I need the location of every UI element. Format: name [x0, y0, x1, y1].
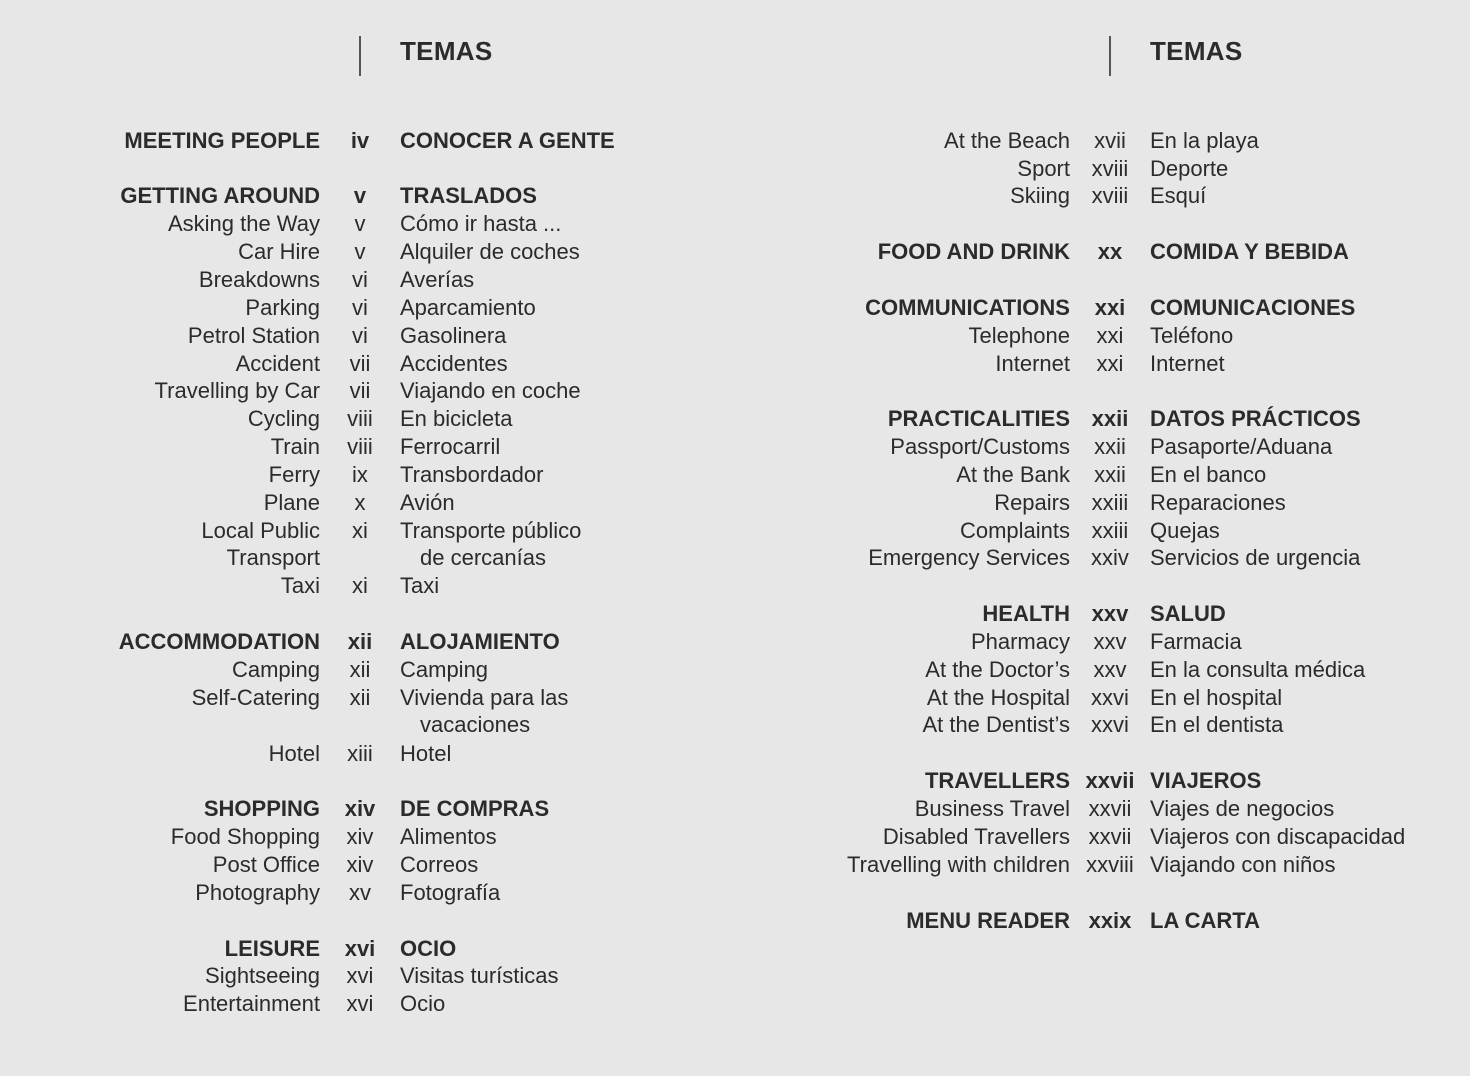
topic-english: Internet: [995, 351, 1070, 376]
page-number: xi: [352, 518, 368, 543]
topic-spanish: Viajeros con discapacidad: [1150, 824, 1406, 849]
index-row: [0, 628, 1470, 656]
topic-english: ACCOMMODATION: [118, 629, 320, 654]
page-number: xxvi: [1091, 685, 1129, 710]
topic-spanish: Visitas turísticas: [400, 963, 559, 988]
topic-english: Plane: [263, 490, 320, 515]
topic-spanish: Internet: [1150, 351, 1225, 376]
topic-english: PRACTICALITIES: [887, 406, 1070, 431]
index-section-row: [0, 294, 1470, 322]
page-number: xii: [349, 685, 371, 710]
topic-spanish: Ferrocarril: [400, 434, 501, 459]
page-number: xvii: [1094, 128, 1126, 153]
topic-spanish: Reparaciones: [1150, 490, 1286, 515]
topic-english: Camping: [231, 657, 320, 682]
index-row: [0, 879, 1470, 907]
topic-spanish: En bicicleta: [400, 406, 513, 431]
topic-english: Complaints: [959, 518, 1070, 543]
topic-english: Pharmacy: [970, 629, 1070, 654]
topic-spanish: DATOS PRÁCTICOS: [1150, 406, 1361, 431]
topic-spanish: CONOCER A GENTE: [400, 128, 615, 153]
index-row: [0, 684, 1470, 712]
temas-header: TEMAS: [1150, 36, 1243, 66]
topic-english: At the Bank: [956, 462, 1070, 487]
page-number: xvi: [346, 991, 374, 1016]
topic-spanish: Quejas: [1150, 518, 1220, 543]
topic-spanish: En la consulta médica: [1150, 657, 1366, 682]
page-number: vi: [352, 295, 368, 320]
topic-english: Ferry: [268, 462, 320, 487]
page-number: xviii: [1091, 156, 1129, 181]
page-number: vi: [352, 323, 368, 348]
topic-spanish: DE COMPRAS: [400, 796, 550, 821]
page-number: vi: [352, 267, 368, 292]
topic-english: Travelling with children: [847, 852, 1070, 877]
index-row: [0, 544, 1470, 572]
index-row: [0, 656, 1470, 684]
topic-spanish: SALUD: [1150, 601, 1226, 626]
topic-spanish: Correos: [400, 852, 479, 877]
temas-header: TEMAS: [400, 36, 493, 66]
page-number: xiv: [346, 852, 374, 877]
page-number: xxv: [1093, 657, 1127, 682]
topic-spanish: Alquiler de coches: [400, 239, 580, 264]
topic-english: Disabled Travellers: [882, 824, 1070, 849]
topic-english: Breakdowns: [198, 267, 320, 292]
topic-english: Local Public: [201, 518, 320, 543]
topic-english: Transport: [226, 545, 320, 570]
topic-english: At the Doctor’s: [925, 657, 1070, 682]
index-row: [0, 823, 1470, 851]
index-row: [0, 711, 1470, 739]
page-number: xxiv: [1091, 545, 1129, 570]
topic-spanish: Aparcamiento: [400, 295, 536, 320]
topic-spanish: Taxi: [400, 573, 440, 598]
page-number: ix: [352, 462, 368, 487]
topic-english: Repairs: [994, 490, 1070, 515]
topic-english: Photography: [195, 880, 320, 905]
page-number: v: [354, 211, 366, 236]
topic-spanish: OCIO: [400, 936, 457, 961]
topic-spanish: Alimentos: [400, 824, 497, 849]
topic-english: MEETING PEOPLE: [124, 128, 320, 153]
page-number: xxix: [1088, 908, 1132, 933]
page-number: xxv: [1091, 601, 1129, 626]
page-number: xii: [349, 657, 371, 682]
header-divider: [359, 36, 361, 76]
page-number: v: [354, 239, 366, 264]
index-row: [0, 990, 1470, 1018]
index-section-row: [0, 767, 1470, 795]
index-row: [0, 740, 1470, 768]
page-number: vii: [349, 351, 371, 376]
topic-spanish: En el hospital: [1150, 685, 1283, 710]
page-number: xx: [1097, 239, 1123, 264]
header-divider: [1109, 36, 1111, 76]
topic-english: Asking the Way: [167, 211, 320, 236]
topic-english: Food Shopping: [170, 824, 320, 849]
index-section-row: [0, 405, 1470, 433]
topic-spanish: Servicios de urgencia: [1150, 545, 1361, 570]
topic-english: Sport: [1017, 156, 1070, 181]
page-number: xxiii: [1091, 518, 1129, 543]
topic-spanish: En el banco: [1150, 462, 1267, 487]
topic-spanish: ALOJAMIENTO: [400, 629, 560, 654]
page-number: xxi: [1094, 295, 1126, 320]
index-row: [0, 155, 1470, 183]
page-number: viii: [347, 434, 373, 459]
topic-english: Telephone: [968, 323, 1070, 348]
topic-english: Passport/Customs: [890, 434, 1070, 459]
topic-spanish: VIAJEROS: [1150, 768, 1262, 793]
topic-spanish: Vivienda para las: [400, 685, 569, 710]
topic-english: Skiing: [1010, 183, 1070, 208]
topic-spanish: Farmacia: [1150, 629, 1242, 654]
topic-spanish: Avión: [400, 490, 455, 515]
topic-english: HEALTH: [982, 601, 1070, 626]
topic-english: At the Hospital: [926, 685, 1070, 710]
page-number: xvi: [346, 963, 374, 988]
topic-english: Business Travel: [914, 796, 1070, 821]
index-row: [0, 127, 1470, 155]
topic-english: MENU READER: [906, 908, 1070, 933]
index-row: [0, 433, 1470, 461]
page-number: v: [353, 183, 367, 208]
topic-spanish: Esquí: [1150, 183, 1207, 208]
index-row: [0, 517, 1470, 545]
topic-english: SHOPPING: [203, 796, 320, 821]
page-number: xxii: [1091, 406, 1129, 431]
topic-spanish: Averías: [400, 267, 475, 292]
topic-english: Emergency Services: [868, 545, 1070, 570]
page-number: xxvii: [1085, 768, 1135, 793]
page-number: xxiii: [1091, 490, 1129, 515]
topic-english: Car Hire: [238, 239, 320, 264]
page-number: xiv: [344, 796, 376, 821]
topic-spanish: Teléfono: [1150, 323, 1234, 348]
page-number: xxviii: [1086, 852, 1134, 877]
page-number: xxvii: [1088, 824, 1132, 849]
topic-english: Sightseeing: [205, 963, 320, 988]
topic-spanish: Accidentes: [400, 351, 508, 376]
topic-spanish: Fotografía: [400, 880, 501, 905]
topic-spanish: Viajando en coche: [400, 378, 581, 403]
index-section-row: [0, 238, 1470, 266]
topic-english: Cycling: [247, 406, 320, 431]
topic-spanish: TRASLADOS: [400, 183, 537, 208]
topic-english: Petrol Station: [187, 323, 320, 348]
topic-spanish: Viajes de negocios: [1150, 796, 1335, 821]
page-number: xiii: [347, 741, 373, 766]
topic-spanish: Pasaporte/Aduana: [1150, 434, 1333, 459]
topic-english: Post Office: [212, 852, 320, 877]
topic-english: Taxi: [280, 573, 320, 598]
topic-spanish: LA CARTA: [1150, 908, 1260, 933]
page-number: xxi: [1096, 351, 1124, 376]
index-row: [0, 572, 1470, 600]
page-number: vii: [349, 378, 371, 403]
index-row: [0, 795, 1470, 823]
index-row: [0, 350, 1470, 378]
page-number: xi: [352, 573, 368, 598]
topic-english: GETTING AROUND: [120, 183, 320, 208]
topic-english: COMMUNICATIONS: [865, 295, 1070, 320]
topic-spanish: Gasolinera: [400, 323, 507, 348]
index-row: [0, 266, 1470, 294]
page-number: xii: [347, 629, 373, 654]
index-section-row: [0, 935, 1470, 963]
topic-spanish: En la playa: [1150, 128, 1259, 153]
topic-spanish: En el dentista: [1150, 712, 1284, 737]
topic-english: At the Beach: [944, 128, 1070, 153]
topic-spanish: COMIDA Y BEBIDA: [1150, 239, 1349, 264]
topic-english: Self-Catering: [191, 685, 320, 710]
page-number: xxi: [1096, 323, 1124, 348]
page-number: x: [354, 490, 366, 515]
page-number: xxii: [1094, 462, 1126, 487]
topic-spanish: COMUNICACIONES: [1150, 295, 1356, 320]
topic-spanish: Cómo ir hasta ...: [400, 211, 562, 236]
index-section-row: [0, 907, 1470, 935]
topic-english: FOOD AND DRINK: [877, 239, 1070, 264]
topic-english: Hotel: [268, 741, 320, 766]
topic-spanish: Transbordador: [400, 462, 544, 487]
topic-spanish: de cercanías: [420, 545, 546, 570]
page-number: xxii: [1094, 434, 1126, 459]
index-row: [0, 461, 1470, 489]
topic-english: Accident: [235, 351, 320, 376]
page-number: xxvi: [1091, 712, 1129, 737]
topic-english: Entertainment: [183, 991, 320, 1016]
index-row: [0, 851, 1470, 879]
topic-english: At the Dentist’s: [922, 712, 1070, 737]
topic-spanish: Transporte público: [400, 518, 582, 543]
topic-english: TRAVELLERS: [924, 768, 1070, 793]
page-number: xvi: [344, 936, 376, 961]
index-row: [0, 377, 1470, 405]
topic-english: LEISURE: [224, 936, 320, 961]
index-row: [0, 322, 1470, 350]
topic-english: Train: [270, 434, 320, 459]
page-number: xv: [349, 880, 371, 905]
topic-spanish: Deporte: [1150, 156, 1229, 181]
page-number: iv: [350, 128, 370, 153]
index-row: [0, 962, 1470, 990]
index-section-row: [0, 600, 1470, 628]
page-number: viii: [347, 406, 373, 431]
page-number: xxvii: [1088, 796, 1132, 821]
topic-spanish: Ocio: [400, 991, 446, 1016]
index-row: [0, 182, 1470, 210]
page-number: xiv: [346, 824, 374, 849]
topic-english: Travelling by Car: [154, 378, 320, 403]
topic-spanish: Camping: [400, 657, 489, 682]
topic-spanish: Hotel: [400, 741, 452, 766]
topic-english: Parking: [245, 295, 320, 320]
index-row: [0, 210, 1470, 238]
index-row: [0, 489, 1470, 517]
topic-spanish: vacaciones: [420, 712, 531, 737]
topic-spanish: Viajando con niños: [1150, 852, 1336, 877]
page-number: xxv: [1093, 629, 1127, 654]
page-number: xviii: [1091, 183, 1129, 208]
